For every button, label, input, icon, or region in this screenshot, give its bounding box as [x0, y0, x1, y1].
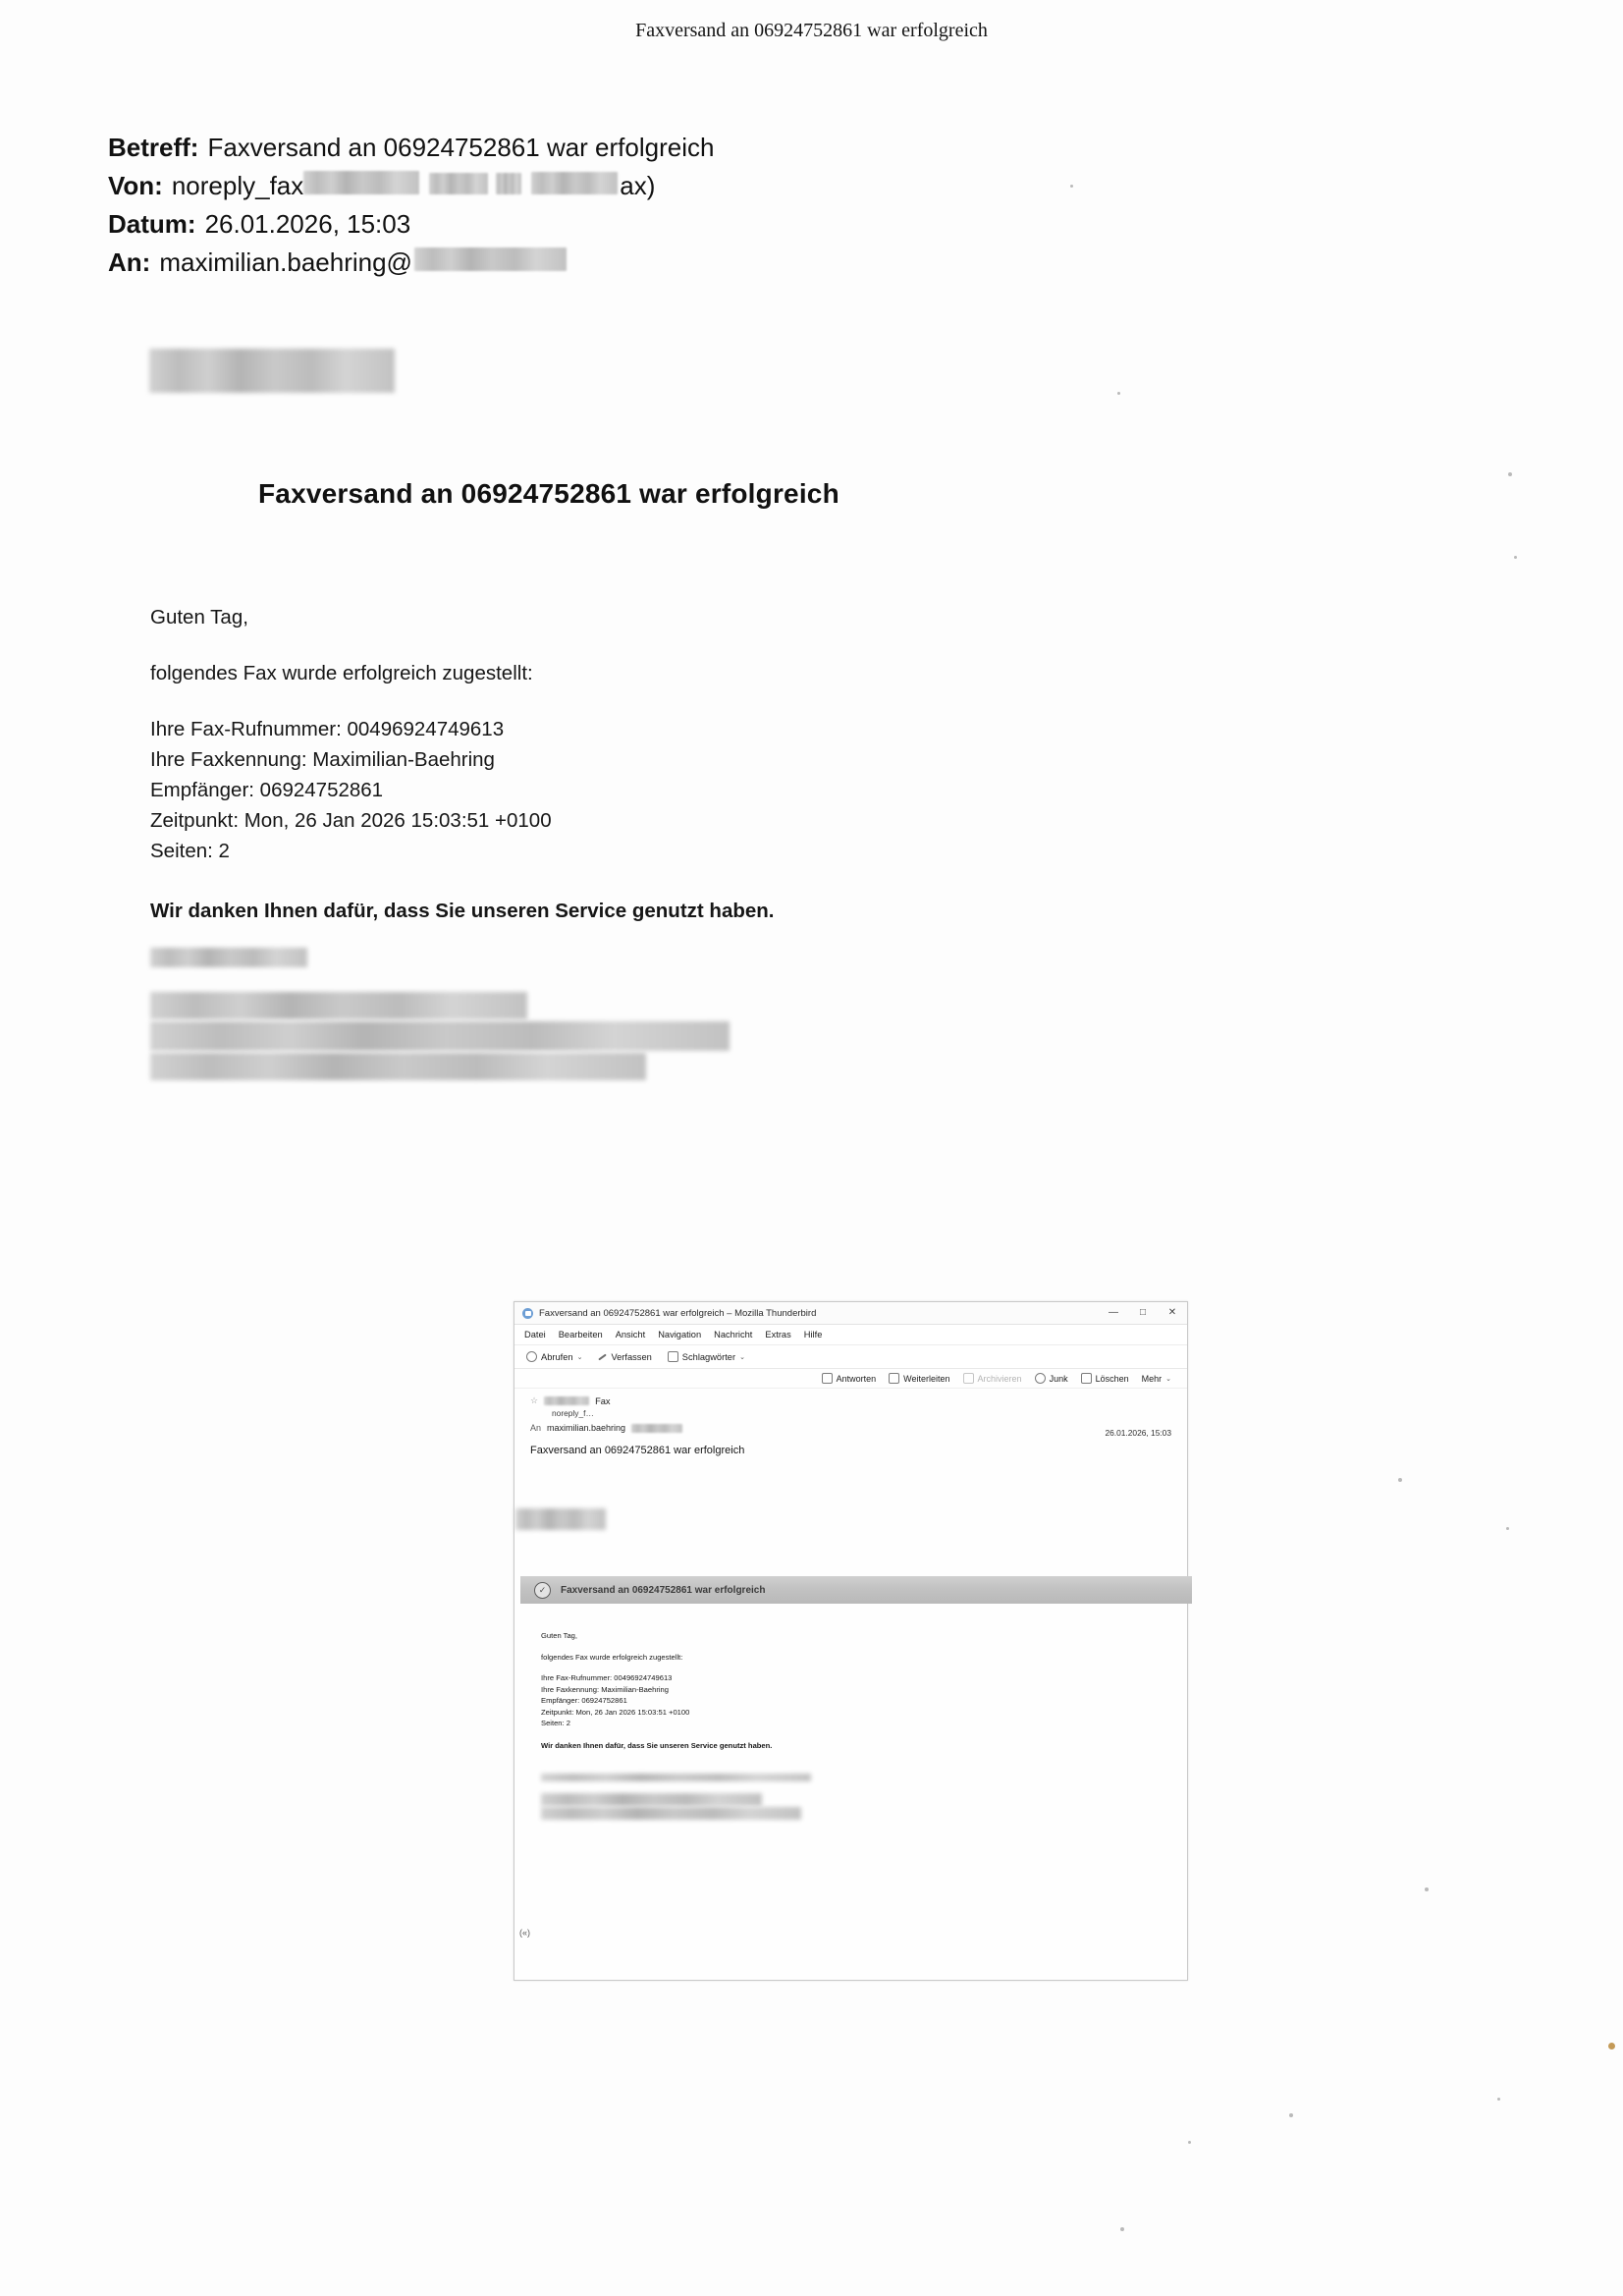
download-icon: [526, 1351, 537, 1362]
menu-bar: [514, 1325, 1187, 1345]
thunderbird-titlebar: [514, 1302, 1187, 1325]
check-circle-icon: ✓: [534, 1582, 551, 1599]
detail-timestamp: Zeitpunkt: Mon, 26 Jan 2026 15:03:51 +0100: [541, 1707, 690, 1717]
mail-thanks: Wir danken Ihnen dafür, dass Sie unseren Service genutzt haben.: [150, 900, 775, 922]
redaction-bar: [150, 948, 307, 967]
redaction-bar: [496, 173, 521, 194]
redaction-bar: [631, 1424, 682, 1433]
close-button[interactable]: ✕: [1167, 1307, 1177, 1318]
scan-speck: [1608, 2043, 1615, 2050]
message-body: [541, 1630, 1150, 1751]
scan-speck: [1508, 472, 1512, 476]
mail-intro: folgendes Fax wurde erfolgreich zugestellt:: [150, 662, 533, 684]
header-to: [108, 244, 714, 282]
date-value: 26.01.2026, 15:03: [204, 209, 411, 239]
header-from: [108, 167, 714, 205]
message-actions-toolbar: [514, 1369, 1187, 1389]
detail-fax-number: Ihre Fax-Rufnummer: 00496924749613: [541, 1673, 673, 1682]
detail-pages: Seiten: 2: [541, 1719, 570, 1727]
mail-greeting: Guten Tag,: [150, 606, 248, 629]
chevron-down-icon[interactable]: ⌄: [576, 1353, 583, 1361]
tags-label: Schlagwörter: [681, 1351, 736, 1362]
delete-label: Löschen: [1095, 1373, 1129, 1384]
menu-nachricht[interactable]: Nachricht: [714, 1330, 753, 1339]
from-value: noreply_fax: [171, 171, 304, 200]
subject-value: Faxversand an 06924752861 war erfolgreich: [207, 133, 715, 162]
redacted-logo: [149, 349, 395, 393]
scan-speck: [1070, 185, 1073, 188]
print-header: Faxversand an 06924752861 war erfolgreich: [635, 20, 988, 41]
detail-timestamp: Zeitpunkt: Mon, 26 Jan 2026 15:03:51 +0100: [150, 809, 552, 832]
more-label: Mehr: [1141, 1373, 1163, 1384]
tags-button[interactable]: [668, 1351, 745, 1362]
body-greeting: Guten Tag,: [541, 1631, 578, 1640]
from-value-suffix: ax): [620, 171, 656, 200]
email-headers: [108, 129, 714, 282]
to-value: maximilian.baehring: [547, 1423, 626, 1433]
redaction-bar: [150, 1021, 730, 1051]
banner-text: Faxversand an 06924752861 war erfolgreich: [561, 1584, 766, 1596]
redaction-bar: [150, 992, 527, 1019]
header-subject: [108, 129, 714, 167]
star-icon[interactable]: ☆: [530, 1395, 539, 1405]
body-intro: folgendes Fax wurde erfolgreich zugestellt:: [541, 1652, 683, 1662]
chevron-down-icon[interactable]: ⌄: [1165, 1375, 1171, 1383]
message-from-row: [530, 1395, 1171, 1406]
date-label: Datum:: [108, 209, 196, 239]
footer-mark: («): [519, 1928, 530, 1938]
compose-button[interactable]: [598, 1352, 651, 1362]
to-value: maximilian.baehring@: [159, 247, 412, 277]
redaction-bar: [541, 1774, 811, 1781]
pencil-icon: [599, 1353, 608, 1360]
subject-label: Betreff:: [108, 133, 199, 162]
more-button[interactable]: [1142, 1374, 1171, 1384]
get-messages-label: Abrufen: [541, 1351, 573, 1362]
to-label: An:: [108, 247, 151, 277]
forward-label: Weiterleiten: [903, 1373, 950, 1384]
chevron-down-icon[interactable]: ⌄: [739, 1353, 745, 1361]
from-address: noreply_f…: [552, 1408, 594, 1418]
trash-icon: [1081, 1373, 1092, 1384]
detail-recipient: Empfänger: 06924752861: [541, 1696, 627, 1705]
forward-icon: [889, 1373, 899, 1384]
menu-ansicht[interactable]: Ansicht: [615, 1330, 646, 1339]
junk-icon: [1035, 1373, 1046, 1384]
message-subject: Faxversand an 06924752861 war erfolgreich: [530, 1445, 745, 1456]
scan-speck: [1398, 1478, 1402, 1482]
scan-speck: [1289, 2113, 1293, 2117]
delete-button[interactable]: [1081, 1373, 1129, 1384]
from-display-name: Fax: [595, 1395, 611, 1406]
redacted-logo: [515, 1508, 606, 1530]
message-date: 26.01.2026, 15:03: [1105, 1428, 1171, 1438]
body-details: [541, 1672, 1150, 1729]
forward-button[interactable]: [889, 1373, 949, 1384]
junk-button[interactable]: [1035, 1373, 1068, 1384]
scan-speck: [1497, 2098, 1500, 2101]
mail-details: [150, 714, 774, 866]
from-label: Von:: [108, 171, 163, 200]
success-banner: [520, 1576, 1192, 1604]
archive-icon: [963, 1373, 974, 1384]
redaction-bar: [150, 1053, 646, 1080]
reply-icon: [822, 1373, 833, 1384]
message-header: [514, 1389, 1187, 1441]
thunderbird-icon: [522, 1308, 533, 1319]
mail-body: [150, 602, 774, 926]
scan-speck: [1188, 2141, 1191, 2144]
header-date: [108, 205, 714, 244]
window-title: Faxversand an 06924752861 war erfolgreich – Mozilla Thunderbird: [539, 1307, 817, 1319]
redaction-bar: [303, 171, 419, 194]
redaction-bar: [531, 172, 618, 194]
redaction-bar: [541, 1793, 762, 1806]
menu-extras[interactable]: Extras: [765, 1330, 791, 1339]
detail-recipient: Empfänger: 06924752861: [150, 779, 384, 801]
detail-fax-id: Ihre Faxkennung: Maximilian-Baehring: [541, 1684, 670, 1694]
reply-label: Antworten: [836, 1373, 877, 1384]
archive-button: [963, 1373, 1022, 1384]
minimize-button[interactable]: —: [1109, 1307, 1118, 1318]
message-to-row: [530, 1423, 1171, 1433]
scan-speck: [1425, 1887, 1429, 1891]
tag-icon: [668, 1351, 678, 1362]
scan-speck: [1506, 1527, 1509, 1530]
detail-pages: Seiten: 2: [150, 840, 230, 862]
redaction-bar: [429, 173, 488, 194]
detail-fax-id: Ihre Faxkennung: Maximilian-Baehring: [150, 748, 495, 771]
menu-hilfe[interactable]: Hilfe: [803, 1330, 823, 1339]
maximize-button[interactable]: □: [1139, 1307, 1147, 1318]
get-messages-button[interactable]: [526, 1351, 582, 1362]
scan-speck: [1120, 2227, 1124, 2231]
archive-label: Archivieren: [977, 1373, 1022, 1384]
menu-bearbeiten[interactable]: Bearbeiten: [558, 1330, 603, 1339]
redaction-bar: [541, 1807, 801, 1820]
redaction-bar: [414, 247, 567, 271]
compose-label: Verfassen: [611, 1351, 652, 1362]
menu-navigation[interactable]: Navigation: [658, 1330, 702, 1339]
detail-fax-number: Ihre Fax-Rufnummer: 00496924749613: [150, 718, 505, 740]
menu-datei[interactable]: Datei: [524, 1330, 546, 1339]
junk-label: Junk: [1049, 1373, 1068, 1384]
scan-speck: [1514, 556, 1517, 559]
redaction-bar: [544, 1396, 589, 1405]
mail-title: Faxversand an 06924752861 war erfolgreich: [258, 478, 839, 509]
reply-button[interactable]: [822, 1373, 877, 1384]
window-controls: [1099, 1302, 1187, 1324]
body-thanks: Wir danken Ihnen dafür, dass Sie unseren Service genutzt haben.: [541, 1740, 773, 1750]
main-toolbar: [514, 1345, 1187, 1369]
scan-speck: [1117, 392, 1120, 395]
to-label: An: [530, 1423, 542, 1433]
